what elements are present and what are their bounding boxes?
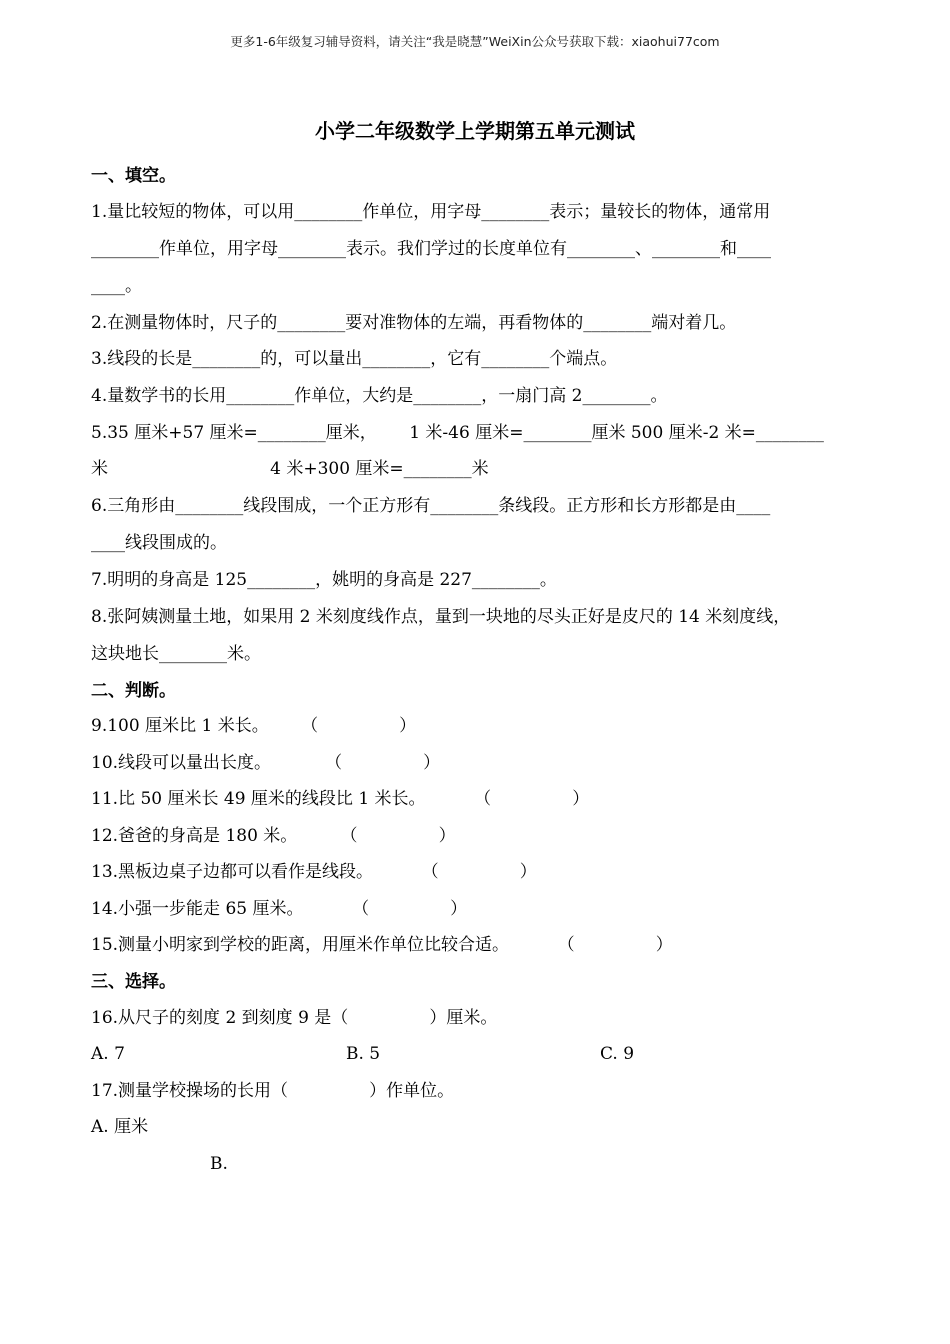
question-line: 11.比 50 厘米长 49 厘米的线段比 1 米长。 （ ） <box>91 789 590 809</box>
question-line: 5.35 厘米+57 厘米=________厘米， 1 米-46 厘米=________厘米 500 厘米-2 米=________ <box>91 423 824 443</box>
section-judge: 二、判断。 <box>91 681 176 701</box>
question-line: ________作单位，用字母________表示。我们学过的长度单位有________、________和____ <box>91 239 771 259</box>
question-line: 这块地长________米。 <box>91 644 261 664</box>
option-a: A. 7 <box>91 1044 125 1064</box>
question-line: 13.黑板边桌子边都可以看作是线段。 （ ） <box>91 862 537 882</box>
option-b: B. 5 <box>346 1044 381 1064</box>
page-title: 小学二年级数学上学期第五单元测试 <box>315 119 635 143</box>
question-line: 2.在测量物体时，尺子的________要对准物体的左端，再看物体的________端对着几。 <box>91 313 737 333</box>
question-line: 9.100 厘米比 1 米长。 （ ） <box>91 716 417 736</box>
section-choose: 三、选择。 <box>91 972 176 992</box>
question-line: 4.量数学书的长用________作单位，大约是________，一扇门高 2________。 <box>91 386 668 406</box>
question-line: 12.爸爸的身高是 180 米。 （ ） <box>91 826 456 846</box>
question-line: 1.量比较短的物体，可以用________作单位，用字母________表示；量较长的物体，通常用 <box>91 202 771 222</box>
question-line: ____线段围成的。 <box>91 533 227 553</box>
question-line: 17.测量学校操场的长用（ ）作单位。 <box>91 1081 455 1101</box>
question-line: 6.三角形由________线段围成，一个正方形有________条线段。正方形和长方形都是由____ <box>91 496 771 516</box>
section-fill-in: 一、填空。 <box>91 166 176 186</box>
question-line: 16.从尺子的刻度 2 到刻度 9 是（ ）厘米。 <box>91 1008 498 1028</box>
option-c: C. 9 <box>600 1044 635 1064</box>
question-line: 3.线段的长是________的，可以量出________，它有________个端点。 <box>91 349 618 369</box>
question-line: ____。 <box>91 276 142 296</box>
question-line: 14.小强一步能走 65 厘米。 （ ） <box>91 899 468 919</box>
question-line: 10.线段可以量出长度。 （ ） <box>91 753 441 773</box>
option-a: A. 厘米 <box>91 1117 149 1137</box>
question-line: 8.张阿姨测量土地，如果用 2 米刻度线作点，量到一块地的尽头正好是皮尺的 14 米刻度线， <box>91 607 791 627</box>
question-line: 米 4 米+300 厘米=________米 <box>91 459 489 479</box>
option-b: B. <box>210 1154 228 1174</box>
question-line: 7.明明的身高是 125________，姚明的身高是 227________。 <box>91 570 557 590</box>
question-line: 15.测量小明家到学校的距离，用厘米作单位比较合适。 （ ） <box>91 935 673 955</box>
page-header: 更多1-6年级复习辅导资料，请关注“我是晓慧”WeiXin公众号获取下载：xiaohui77com <box>230 34 720 49</box>
